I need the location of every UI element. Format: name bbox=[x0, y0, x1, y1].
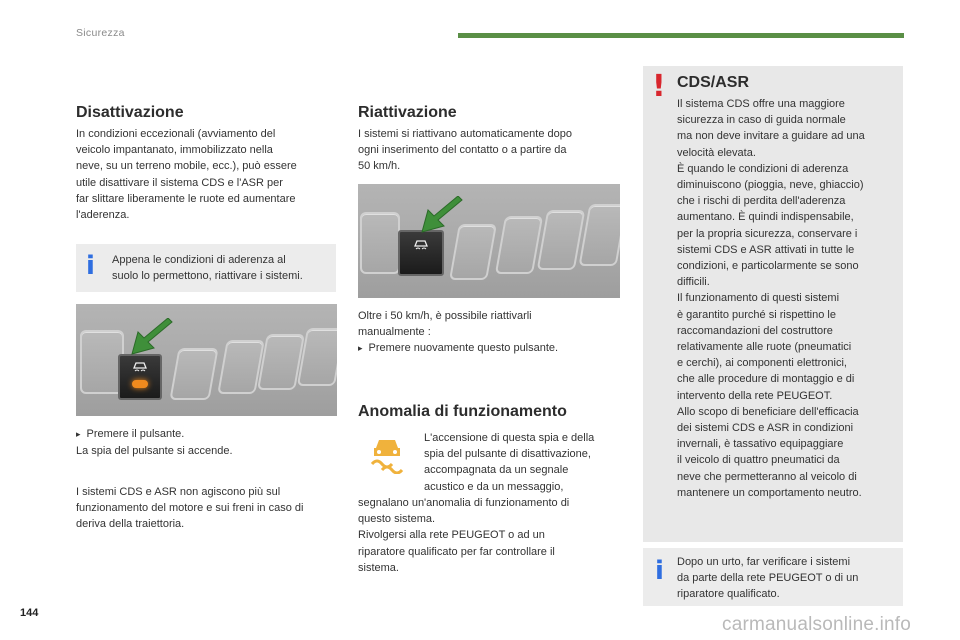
info-icon: i bbox=[655, 556, 664, 586]
triangle-bullet-icon: ▸ bbox=[358, 344, 363, 355]
header-rule bbox=[458, 33, 904, 38]
info-note-after-impact: i Dopo un urto, far verificare i sistemi da parte della rete PEUGEOT o di un riparatore qualificato. bbox=[643, 548, 903, 606]
car-skid-icon bbox=[413, 238, 429, 252]
heading-riattivazione: Riattivazione bbox=[358, 104, 457, 121]
intro-disattivazione: In condizioni eccezionali (avviamento del veicolo impantanato, immobilizzato nella neve, su un terreno mobile, ecc.), può essere utile disattivare il sistema CDS e l'ASR per far slittare liberamente le ruote ed aumentare l'aderenza. bbox=[76, 128, 297, 222]
heading-disattivazione: Disattivazione bbox=[76, 104, 184, 121]
triangle-bullet-icon: ▸ bbox=[76, 430, 81, 440]
orange-indicator-lamp bbox=[132, 380, 148, 388]
switch-slot bbox=[169, 348, 218, 400]
car-skid-icon bbox=[132, 360, 148, 374]
green-arrow-icon bbox=[418, 196, 464, 236]
heading-cds-asr: CDS/ASR bbox=[677, 74, 750, 91]
switch-slot bbox=[537, 210, 586, 270]
warning-paragraph: I sistemi CDS e ASR non agiscono più sul funzionamento del motore e sui freni in caso di deriva della traiettoria. bbox=[76, 486, 304, 531]
cds-asr-body: Il sistema CDS offre una maggiore sicurezza in caso di guida normale ma non deve invitare a guidare ad una velocità elevata. È quando le condizioni di aderenza diminuiscono (pioggia, neve, ghiaccio) che i rischi di perdita dell'aderenza aumentano. È quindi indispensabile, per la propria sicurezza, conservare i sistemi CDS e ASR attivati in tutte le condizioni, e particolarmente se sono difficili. Il funzionamento di questi sistemi è garantito purché si rispettino le raccomandazioni del costruttore relativamente alle ruote (pneumatici e cerchi), ai componenti elettronici, che alle procedure di montaggio e di intervento della rete PEUGEOT. Allo scopo di beneficiare dell'efficacia dei sistemi CDS e ASR in condizioni invernali, è tassativo equipaggiare il veicolo di quattro pneumatici da neve che permetteranno al veicolo di mantenere un comportamento neutro. bbox=[677, 98, 865, 499]
cds-asr-panel bbox=[643, 66, 903, 542]
exclamation-icon: ! bbox=[652, 69, 666, 104]
dashboard-photo-1 bbox=[76, 304, 337, 416]
page-number: 144 bbox=[20, 607, 39, 619]
intro-riattivazione: I sistemi si riattivano automaticamente dopo ogni inserimento del contatto o a partire da 50 km/h. bbox=[358, 128, 572, 173]
step-press-button: ▸ Premere il pulsante. La spia del pulsante si accende. bbox=[76, 428, 233, 458]
skid-warning-lamp-icon bbox=[366, 434, 408, 474]
cds-asr-button bbox=[118, 354, 162, 400]
switch-slot bbox=[579, 204, 620, 266]
cds-asr-button bbox=[398, 230, 444, 276]
manual-reactivation: Oltre i 50 km/h, è possibile riattivarli manualmente : ▸ Premere nuovamente questo pulsante. bbox=[358, 310, 559, 355]
switch-slot bbox=[495, 216, 543, 274]
anomaly-full-text: segnalano un'anomalia di funzionamento di questo sistema. Rivolgersi alla rete PEUGEOT o ad un riparatore qualificato per far controllare il sistema. bbox=[358, 497, 570, 574]
info-note: i Appena le condizioni di aderenza al suolo lo permettono, riattivare i sistemi. bbox=[76, 244, 336, 292]
green-arrow-icon bbox=[128, 318, 174, 358]
heading-anomalia: Anomalia di funzionamento bbox=[358, 403, 567, 420]
dashboard-photo-2 bbox=[358, 184, 620, 298]
switch-slot bbox=[360, 212, 400, 274]
info-icon: i bbox=[86, 251, 95, 281]
section-title: Sicurezza bbox=[76, 27, 125, 39]
watermark: carmanualsonline.info bbox=[722, 614, 912, 635]
anomaly-side-text: L'accensione di questa spia e della spia del pulsante di disattivazione, accompagnata da un segnale acustico e da un messaggio, bbox=[424, 432, 595, 493]
